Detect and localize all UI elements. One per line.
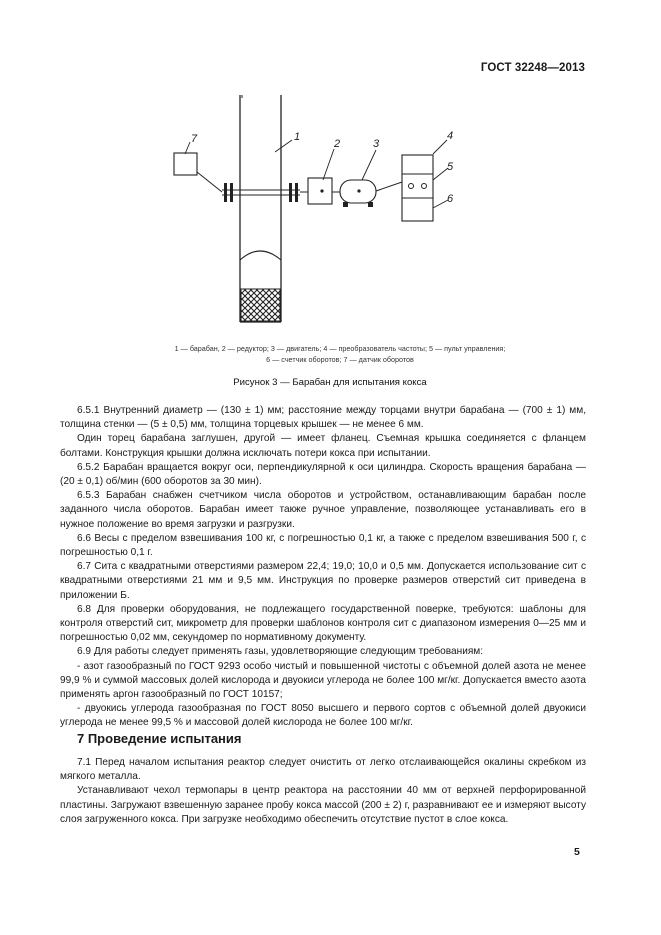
label-7: 7 [191,133,198,145]
paragraph: Один торец барабана заглушен, другой — имеет фланец. Съемная крышка соединяется с фланцем болтами. Конструкция крышки должна исключать потери кокса при испытании. [60,433,586,459]
document-code: ГОСТ 32248—2013 [480,62,585,74]
section-text [60,756,586,827]
figure-legend [90,343,590,365]
label-4: 4 [447,130,454,142]
paragraph: Устанавливают чехол термопары в центр реактора на расстоянии 40 мм от верхней перфорированной пластины. Загружают взвешенную заранее пробу кокса массой (200 ± 2) г, разравнивают ее и измеряют высоту слоя загруженного кокса. При загрузке необходимо обеспечить отсутствие пустот в слое кокса. [60,785,586,825]
paragraph: 7.1 Перед началом испытания реактор следует очистить от легко отслаивающейся окалины скребком из мягкого металла. [60,757,586,783]
label-5: 5 [447,161,454,173]
label-1: 1 [294,131,301,143]
paragraph: - двуокись углерода газообразная по ГОСТ 8050 высшего и первого сортов с объемной долей двуокиси углерода не менее 99,5 % и массовой долей кислорода не более 100 мг/кг. [60,703,586,729]
paragraph: 6.7 Сита с квадратными отверстиями размером 22,4; 19,0; 10,0 и 0,5 мм. Допускается использование сит с квадратными отверстиями 21 мм и 9,5 мм. Инструкция по проверке размеров отверстий сит приведена в приложении Б. [60,561,586,601]
paragraph: 6.5.1 Внутренний диаметр — (130 ± 1) мм; расстояние между торцами внутри барабана — (700 ± 1) мм, толщина стенки — (5 ± 0,5) мм, толщина торцевых крышек — не менее 6 мм. [60,405,586,431]
paragraph: 6.5.2 Барабан вращается вокруг оси, перпендикулярной к оси цилиндра. Скорость вращения барабана — (20 ± 0,1) об/мин (600 оборотов за 30 мин). [60,461,586,488]
label-6: 6 [447,193,454,205]
drum [240,95,281,322]
motor [340,180,376,207]
paragraph: - азот газообразный по ГОСТ 9293 особо чистый и повышенной чистоты с объемной долей азота не менее 99,9 % и суммой массовых долей кислорода и двуокиси углерода не более 100 мг/кг. Допускается вместо азота применять аргон газообразный по ГОСТ 10157; [60,660,586,701]
page-number: 5 [574,846,580,858]
label-2: 2 [334,138,341,150]
figure-caption: Рисунок 3 — Барабан для испытания кокса [233,377,427,388]
paragraph: 6.6 Весы с пределом взвешивания 100 кг, с погрешностью 0,1 кг, а также с пределом взвешивания 500 г, с погрешностью 0,1 г. [60,532,586,559]
drum-diagram [140,92,540,342]
figure-legend-line: 1 — барабан, 2 — редуктор; 3 — двигатель; 4 — преобразователь частоты; 5 — пульт управления; [174,344,506,353]
control-cabinet [376,155,433,221]
shaft [222,183,300,202]
gearbox [300,178,340,204]
label-3: 3 [373,138,380,150]
drum-diagram-svg [140,92,540,342]
rotation-sensor [174,153,222,192]
section-heading: 7 Проведение испытания [77,731,242,746]
paragraph: 6.8 Для проверки оборудования, не подлежащего государственной поверке, требуются: шаблоны для контроля отверстий сит, микрометр для проверки шаблонов контроля сит с диапазоном измерения 0—25 мм и погрешностью 0,02 мм, секундомер по нормативному документу. [60,603,586,644]
paragraph: 6.5.3 Барабан снабжен счетчиком числа оборотов и устройством, останавливающим барабан после заданного числа оборотов. Барабан имеет также ручное управление, позволяющее устанавливать его в нужное положение во время загрузки и разгрузки. [60,490,586,530]
paragraph: 6.9 Для работы следует применять газы, удовлетворяющие следующим требованиям: [77,646,484,658]
requirements-text [60,404,586,731]
figure-legend-line: 6 — счетчик оборотов; 7 — датчик оборотов [266,355,414,364]
